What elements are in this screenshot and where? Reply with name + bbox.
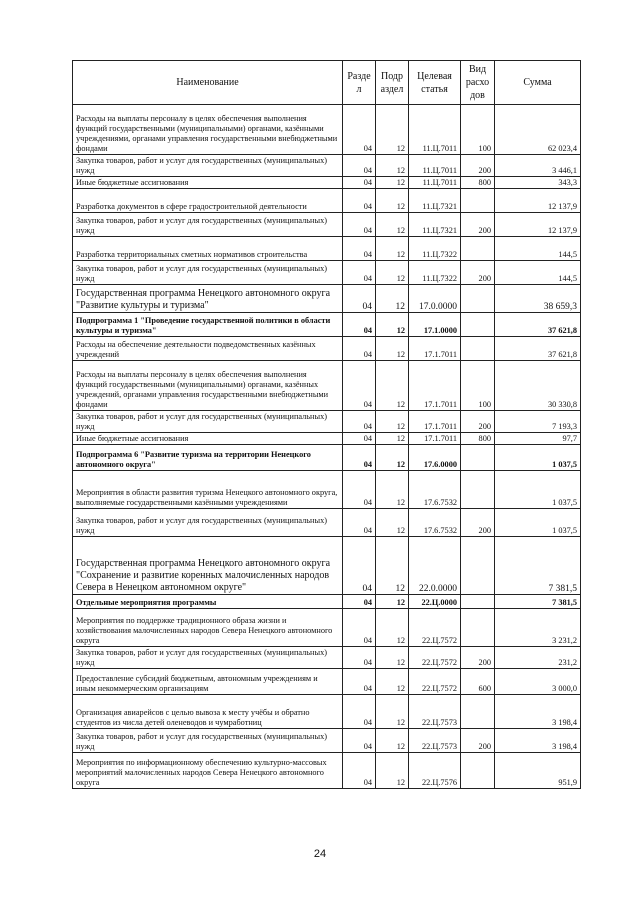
table-row: [73, 285, 581, 313]
table-row: [73, 313, 581, 337]
row-name-cell: Мероприятия в области развития туризма Ненецкого автономного округа, выполняемые государственными казёнными учреждениями: [73, 471, 343, 509]
row-summa-cell: 343,3: [495, 177, 581, 189]
row-vid-cell: [461, 337, 495, 361]
row-summa-cell: 30 330,8: [495, 361, 581, 411]
row-summa-cell: 144,5: [495, 237, 581, 261]
row-vid-cell: [461, 753, 495, 789]
row-summa-cell: 1 037,5: [495, 445, 581, 471]
row-name-cell: Закупка товаров, работ и услуг для государственных (муниципальных) нужд: [73, 729, 343, 753]
row-razdel-cell: 04: [343, 213, 376, 237]
row-podrazdel-cell: 12: [376, 411, 409, 433]
row-podrazdel-cell: 12: [376, 285, 409, 313]
table-row: [73, 261, 581, 285]
row-tselevaya-cell: 22.Ц.7572: [409, 669, 461, 695]
row-vid-cell: 200: [461, 729, 495, 753]
row-razdel-cell: 04: [343, 189, 376, 213]
row-razdel-cell: 04: [343, 609, 376, 647]
row-razdel-cell: 04: [343, 445, 376, 471]
row-name-cell: Государственная программа Ненецкого автономного округа "Развитие культуры и туризма": [73, 285, 343, 313]
table-row: [73, 433, 581, 445]
row-razdel-cell: 04: [343, 433, 376, 445]
row-vid-cell: [461, 609, 495, 647]
row-summa-cell: 1 037,5: [495, 471, 581, 509]
row-summa-cell: 37 621,8: [495, 337, 581, 361]
row-podrazdel-cell: 12: [376, 361, 409, 411]
row-podrazdel-cell: 12: [376, 189, 409, 213]
row-tselevaya-cell: 22.Ц.7572: [409, 609, 461, 647]
table-row: [73, 609, 581, 647]
row-vid-cell: 100: [461, 105, 495, 155]
row-razdel-cell: 04: [343, 509, 376, 537]
row-vid-cell: [461, 445, 495, 471]
row-tselevaya-cell: 11.Ц.7321: [409, 189, 461, 213]
row-vid-cell: 600: [461, 669, 495, 695]
row-tselevaya-cell: 17.6.7532: [409, 509, 461, 537]
row-tselevaya-cell: 22.Ц.7572: [409, 647, 461, 669]
row-razdel-cell: 04: [343, 285, 376, 313]
row-summa-cell: 3 231,2: [495, 609, 581, 647]
row-podrazdel-cell: 12: [376, 313, 409, 337]
row-tselevaya-cell: 17.1.7011: [409, 337, 461, 361]
row-razdel-cell: 04: [343, 695, 376, 729]
row-summa-cell: 144,5: [495, 261, 581, 285]
table-row: [73, 177, 581, 189]
row-tselevaya-cell: 11.Ц.7322: [409, 261, 461, 285]
row-vid-cell: [461, 237, 495, 261]
row-tselevaya-cell: 17.1.7011: [409, 411, 461, 433]
row-name-cell: Закупка товаров, работ и услуг для государственных (муниципальных) нужд: [73, 411, 343, 433]
row-razdel-cell: 04: [343, 729, 376, 753]
row-name-cell: Закупка товаров, работ и услуг для государственных (муниципальных) нужд: [73, 261, 343, 285]
header-vid-raskhodov: Вид расхо дов: [461, 61, 495, 105]
row-summa-cell: 37 621,8: [495, 313, 581, 337]
row-podrazdel-cell: 12: [376, 595, 409, 609]
row-vid-cell: 200: [461, 261, 495, 285]
row-tselevaya-cell: 22.Ц.7573: [409, 729, 461, 753]
row-summa-cell: 97,7: [495, 433, 581, 445]
row-summa-cell: 3 000,0: [495, 669, 581, 695]
row-name-cell: Закупка товаров, работ и услуг для государственных (муниципальных) нужд: [73, 509, 343, 537]
row-vid-cell: 200: [461, 647, 495, 669]
budget-table-container: [72, 60, 580, 789]
table-row: [73, 695, 581, 729]
row-name-cell: Отдельные мероприятия программы: [73, 595, 343, 609]
row-name-cell: Расходы на обеспечение деятельности подведомственных казённых учреждений: [73, 337, 343, 361]
row-vid-cell: 800: [461, 433, 495, 445]
row-name-cell: Государственная программа Ненецкого автономного округа "Сохранение и развитие коренных малочисленных народов Севера в Ненецком автономном округе": [73, 537, 343, 595]
row-summa-cell: 3 446,1: [495, 155, 581, 177]
row-podrazdel-cell: 12: [376, 261, 409, 285]
row-summa-cell: 7 381,5: [495, 595, 581, 609]
row-razdel-cell: 04: [343, 105, 376, 155]
row-summa-cell: 12 137,9: [495, 213, 581, 237]
row-vid-cell: [461, 695, 495, 729]
row-razdel-cell: 04: [343, 647, 376, 669]
row-summa-cell: 3 198,4: [495, 695, 581, 729]
row-tselevaya-cell: 17.0.0000: [409, 285, 461, 313]
row-name-cell: Предоставление субсидий бюджетным, автономным учреждениям и иным некоммерческим организациям: [73, 669, 343, 695]
table-row: [73, 155, 581, 177]
row-vid-cell: [461, 471, 495, 509]
row-podrazdel-cell: 12: [376, 177, 409, 189]
row-summa-cell: 951,9: [495, 753, 581, 789]
row-name-cell: Разработка территориальных сметных нормативов строительства: [73, 237, 343, 261]
row-tselevaya-cell: 11.Ц.7011: [409, 105, 461, 155]
row-razdel-cell: 04: [343, 155, 376, 177]
row-vid-cell: 800: [461, 177, 495, 189]
header-tselevaya-statya: Целевая статья: [409, 61, 461, 105]
header-summa: Сумма: [495, 61, 581, 105]
row-podrazdel-cell: 12: [376, 213, 409, 237]
row-tselevaya-cell: 22.0.0000: [409, 537, 461, 595]
row-name-cell: Разработка документов в сфере градостроительной деятельности: [73, 189, 343, 213]
row-podrazdel-cell: 12: [376, 753, 409, 789]
row-tselevaya-cell: 17.1.7011: [409, 433, 461, 445]
row-vid-cell: 200: [461, 213, 495, 237]
row-podrazdel-cell: 12: [376, 445, 409, 471]
table-row: [73, 189, 581, 213]
row-razdel-cell: 04: [343, 471, 376, 509]
row-podrazdel-cell: 12: [376, 669, 409, 695]
table-row: [73, 753, 581, 789]
row-name-cell: Закупка товаров, работ и услуг для государственных (муниципальных) нужд: [73, 155, 343, 177]
row-summa-cell: 1 037,5: [495, 509, 581, 537]
row-podrazdel-cell: 12: [376, 729, 409, 753]
table-row: [73, 471, 581, 509]
row-razdel-cell: 04: [343, 595, 376, 609]
table-row: [73, 445, 581, 471]
table-row: [73, 237, 581, 261]
table-row: [73, 537, 581, 595]
row-vid-cell: 200: [461, 509, 495, 537]
row-name-cell: Подпрограмма 1 "Проведение государственной политики в области культуры и туризма": [73, 313, 343, 337]
row-vid-cell: 100: [461, 361, 495, 411]
row-summa-cell: 12 137,9: [495, 189, 581, 213]
table-row: [73, 361, 581, 411]
row-podrazdel-cell: 12: [376, 105, 409, 155]
row-name-cell: Расходы на выплаты персоналу в целях обеспечения выполнения функций государственными (муниципальными) органами, казёнными учреждениями, органами управления государственными внебюджетными фондами: [73, 105, 343, 155]
row-name-cell: Мероприятия по информационному обеспечению культурно-массовых мероприятий малочисленных народов Севера Ненецкого автономного округа: [73, 753, 343, 789]
row-tselevaya-cell: 17.1.0000: [409, 313, 461, 337]
row-tselevaya-cell: 11.Ц.7011: [409, 177, 461, 189]
row-podrazdel-cell: 12: [376, 509, 409, 537]
header-podrazdel: Подр аздел: [376, 61, 409, 105]
row-summa-cell: 231,2: [495, 647, 581, 669]
row-tselevaya-cell: 17.6.0000: [409, 445, 461, 471]
row-razdel-cell: 04: [343, 669, 376, 695]
row-name-cell: Расходы на выплаты персоналу в целях обеспечения выполнения функций государственными (муниципальными) органами, казённых учреждений, органами управления государственными внебюджетными фондами: [73, 361, 343, 411]
table-row: [73, 337, 581, 361]
row-podrazdel-cell: 12: [376, 155, 409, 177]
row-summa-cell: 7 381,5: [495, 537, 581, 595]
row-name-cell: Закупка товаров, работ и услуг для государственных (муниципальных) нужд: [73, 647, 343, 669]
table-row: [73, 213, 581, 237]
row-tselevaya-cell: 17.1.7011: [409, 361, 461, 411]
row-tselevaya-cell: 11.Ц.7011: [409, 155, 461, 177]
budget-table: [72, 60, 581, 789]
row-podrazdel-cell: 12: [376, 237, 409, 261]
row-summa-cell: 7 193,3: [495, 411, 581, 433]
row-summa-cell: 62 023,4: [495, 105, 581, 155]
table-row: [73, 729, 581, 753]
row-vid-cell: 200: [461, 155, 495, 177]
row-podrazdel-cell: 12: [376, 695, 409, 729]
row-tselevaya-cell: 17.6.7532: [409, 471, 461, 509]
row-name-cell: Закупка товаров, работ и услуг для государственных (муниципальных) нужд: [73, 213, 343, 237]
row-vid-cell: [461, 313, 495, 337]
row-razdel-cell: 04: [343, 337, 376, 361]
row-razdel-cell: 04: [343, 537, 376, 595]
row-tselevaya-cell: 11.Ц.7322: [409, 237, 461, 261]
row-vid-cell: [461, 595, 495, 609]
row-name-cell: Организация авиарейсов с целью вывоза к месту учёбы и обратно студентов из числа детей оленеводов и чумработниц: [73, 695, 343, 729]
row-podrazdel-cell: 12: [376, 609, 409, 647]
row-vid-cell: [461, 285, 495, 313]
table-row: [73, 509, 581, 537]
row-razdel-cell: 04: [343, 237, 376, 261]
row-vid-cell: [461, 189, 495, 213]
row-razdel-cell: 04: [343, 411, 376, 433]
row-podrazdel-cell: 12: [376, 647, 409, 669]
row-summa-cell: 3 198,4: [495, 729, 581, 753]
table-row: [73, 647, 581, 669]
row-tselevaya-cell: 22.Ц.7573: [409, 695, 461, 729]
table-row: [73, 669, 581, 695]
row-razdel-cell: 04: [343, 753, 376, 789]
row-vid-cell: [461, 537, 495, 595]
row-tselevaya-cell: 22.Ц.7576: [409, 753, 461, 789]
row-podrazdel-cell: 12: [376, 433, 409, 445]
row-summa-cell: 38 659,3: [495, 285, 581, 313]
row-razdel-cell: 04: [343, 261, 376, 285]
row-tselevaya-cell: 11.Ц.7321: [409, 213, 461, 237]
row-razdel-cell: 04: [343, 177, 376, 189]
row-name-cell: Мероприятия по поддержке традиционного образа жизни и хозяйствования малочисленных народов Севера Ненецкого автономного округа: [73, 609, 343, 647]
table-row: [73, 105, 581, 155]
header-name: Наименование: [73, 61, 343, 105]
row-razdel-cell: 04: [343, 313, 376, 337]
table-row: [73, 595, 581, 609]
row-razdel-cell: 04: [343, 361, 376, 411]
row-name-cell: Иные бюджетные ассигнования: [73, 177, 343, 189]
row-vid-cell: 200: [461, 411, 495, 433]
row-podrazdel-cell: 12: [376, 471, 409, 509]
page-number: 24: [313, 848, 327, 860]
row-name-cell: Подпрограмма 6 "Развитие туризма на территории Ненецкого автономного округа": [73, 445, 343, 471]
header-razdel: Разде л: [343, 61, 376, 105]
row-tselevaya-cell: 22.Ц.0000: [409, 595, 461, 609]
row-name-cell: Иные бюджетные ассигнования: [73, 433, 343, 445]
row-podrazdel-cell: 12: [376, 337, 409, 361]
row-podrazdel-cell: 12: [376, 537, 409, 595]
table-row: [73, 411, 581, 433]
